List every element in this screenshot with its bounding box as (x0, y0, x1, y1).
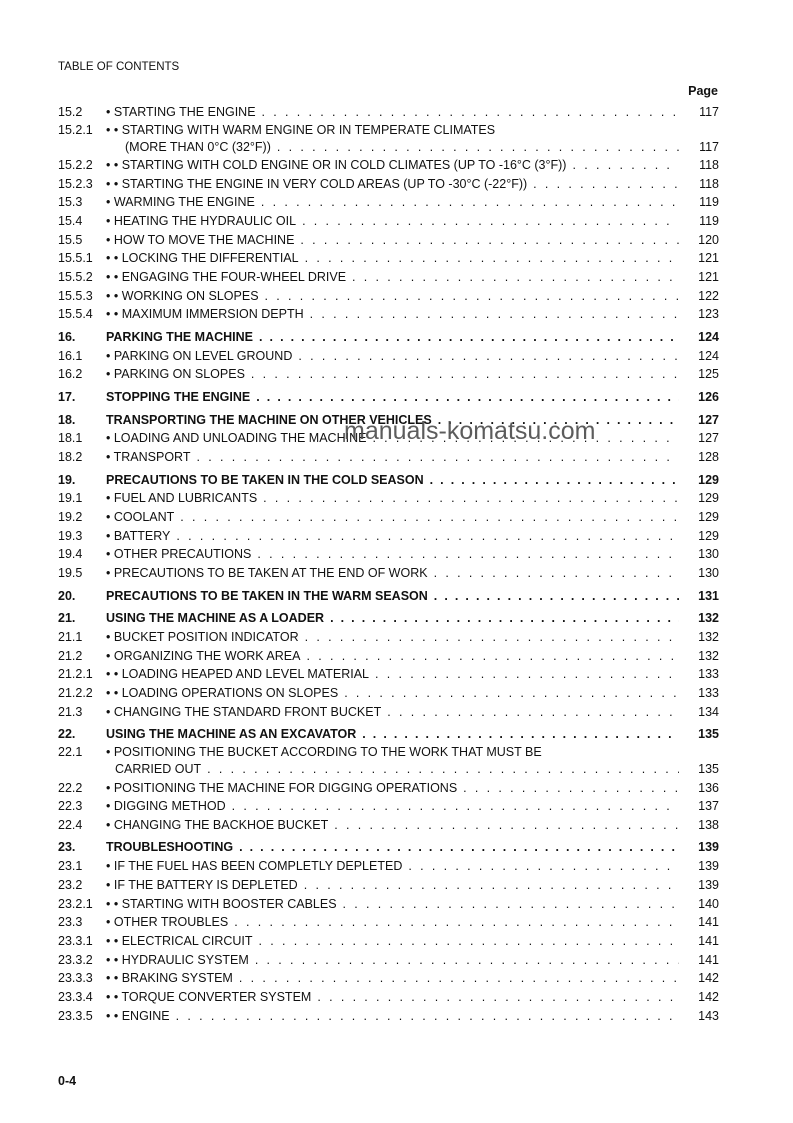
toc-entry-page: 143 (698, 1009, 719, 1023)
toc-entry-title-line (106, 686, 679, 701)
toc-entry-title: • CHANGING THE STANDARD FRONT BUCKET (106, 705, 382, 719)
toc-entry-page: 131 (698, 589, 719, 603)
toc-entry-number: 23.3.2 (58, 953, 93, 967)
toc-entry-title: • • STARTING WITH COLD ENGINE OR IN COLD CLIMATES (UP TO -16°C (3°F)) (106, 158, 567, 172)
dot-leader (572, 158, 679, 173)
toc-entry-number: 19.2 (58, 510, 83, 524)
toc-entry-title-line (106, 611, 679, 626)
toc-entry-page: 125 (698, 367, 719, 381)
dot-leader (263, 491, 679, 506)
toc-entry-number: 22.3 (58, 799, 83, 813)
toc-entry-number: 19.4 (58, 547, 83, 561)
toc-entry-title: • • STARTING WITH BOOSTER CABLES (106, 897, 337, 911)
toc-entry-number: 15.4 (58, 214, 83, 228)
toc-entry-title: • • ELECTRICAL CIRCUIT (106, 934, 253, 948)
toc-entry-number: 22.4 (58, 818, 83, 832)
toc-entry-title-line (106, 705, 679, 720)
toc-entry-title-line (106, 547, 679, 562)
toc-entry-page: 139 (698, 878, 719, 892)
toc-entry-title: • • BRAKING SYSTEM (106, 971, 233, 985)
toc-entry-title: • • WORKING ON SLOPES (106, 289, 259, 303)
toc-entry-page: 138 (698, 818, 719, 832)
toc-entry-page: 127 (698, 413, 719, 427)
toc-entry-title-line (106, 649, 679, 664)
page-number: 0-4 (58, 1074, 77, 1088)
toc-entry-title-line (115, 762, 679, 777)
toc-entry-title-line (106, 105, 679, 120)
toc-entry-page: 120 (698, 233, 719, 247)
toc-entry-number: 15.2.3 (58, 177, 93, 191)
toc-entry-title-line (106, 233, 679, 248)
toc-entry-title: PARKING THE MACHINE (106, 330, 253, 344)
dot-leader (334, 818, 679, 833)
toc-entry-title: • • STARTING THE ENGINE IN VERY COLD AREAS (UP TO -30°C (-22°F)) (106, 177, 528, 191)
dot-leader (533, 177, 679, 192)
toc-entry-title-line (106, 195, 679, 210)
toc-entry-number: 22.1 (58, 745, 83, 759)
toc-entry-title: • OTHER PRECAUTIONS (106, 547, 252, 561)
toc-entry-page: 127 (698, 431, 719, 445)
toc-entry-number: 18.1 (58, 431, 83, 445)
toc-entry-number: 23.3 (58, 915, 83, 929)
toc-entry-title: • BUCKET POSITION INDICATOR (106, 630, 299, 644)
toc-entry-title-line (106, 878, 679, 893)
toc-entry-title-line (106, 450, 679, 465)
toc-entry-page: 124 (698, 349, 719, 363)
toc-entry-page: 133 (698, 686, 719, 700)
toc-entry-number: 22. (58, 727, 76, 741)
dot-leader (232, 799, 679, 814)
toc-entry-number: 15.5.2 (58, 270, 93, 284)
toc-entry-number: 23.2.1 (58, 897, 93, 911)
toc-entry-title: CARRIED OUT (115, 762, 202, 776)
toc-entry-number: 15.5.4 (58, 307, 93, 321)
dot-leader (430, 473, 679, 488)
dot-leader (180, 510, 679, 525)
toc-entry-number: 21.2.2 (58, 686, 93, 700)
toc-entry-number: 23.2 (58, 878, 83, 892)
toc-entry-title: • STARTING THE ENGINE (106, 105, 256, 119)
toc-entry-number: 20. (58, 589, 76, 603)
toc-entry-title-line (106, 491, 679, 506)
toc-entry-page: 142 (698, 971, 719, 985)
dot-leader (434, 589, 679, 604)
toc-entry-title: STOPPING THE ENGINE (106, 390, 251, 404)
toc-entry-number: 23.1 (58, 859, 83, 873)
toc-entry-number: 16.1 (58, 349, 83, 363)
toc-entry-title: • IF THE BATTERY IS DEPLETED (106, 878, 298, 892)
toc-entry-title: PRECAUTIONS TO BE TAKEN IN THE COLD SEASON (106, 473, 424, 487)
toc-entry-title: • • TORQUE CONVERTER SYSTEM (106, 990, 312, 1004)
toc-entry-page: 139 (698, 840, 719, 854)
dot-leader (265, 289, 679, 304)
toc-entry-title-line (106, 1009, 679, 1024)
dot-leader (304, 878, 679, 893)
toc-entry-title-line (106, 630, 679, 645)
toc-entry-number: 19. (58, 473, 76, 487)
toc-entry-title-line (106, 990, 679, 1005)
toc-entry-title: • HOW TO MOVE THE MACHINE (106, 233, 295, 247)
toc-entry-page: 124 (698, 330, 719, 344)
toc-entry-number: 15.5.1 (58, 251, 93, 265)
toc-entry-title: USING THE MACHINE AS A LOADER (106, 611, 325, 625)
toc-entry-number: 16.2 (58, 367, 83, 381)
dot-leader (251, 367, 679, 382)
toc-entry-page: 119 (699, 214, 719, 228)
toc-entry-title-line (106, 330, 679, 345)
toc-entry-title-line (106, 307, 679, 322)
toc-entry-page: 118 (699, 158, 719, 172)
toc-entry-title-line (106, 349, 679, 364)
toc-entry-number: 19.5 (58, 566, 83, 580)
toc-entry-number: 23.3.1 (58, 934, 93, 948)
toc-entry-title-line (106, 529, 679, 544)
toc-entry-page: 121 (698, 251, 719, 265)
toc-entry-title-line (106, 799, 679, 814)
toc-entry-title: • ORGANIZING THE WORK AREA (106, 649, 301, 663)
toc-entry-title: • CHANGING THE BACKHOE BUCKET (106, 818, 329, 832)
toc-entry-title-first-line: • POSITIONING THE BUCKET ACCORDING TO THE WORK THAT MUST BE (106, 745, 542, 759)
toc-entry-title: • • LOADING OPERATIONS ON SLOPES (106, 686, 339, 700)
toc-entry-page: 140 (698, 897, 719, 911)
toc-entry-title-line (106, 818, 679, 833)
toc-entry-number: 19.1 (58, 491, 83, 505)
toc-entry-title-line (106, 971, 679, 986)
dot-leader (463, 781, 679, 796)
dot-leader (239, 971, 679, 986)
toc-entry-title-line (106, 367, 679, 382)
toc-entry-title: • HEATING THE HYDRAULIC OIL (106, 214, 297, 228)
toc-entry-page: 134 (698, 705, 719, 719)
toc-entry-title: • PARKING ON LEVEL GROUND (106, 349, 293, 363)
dot-leader (434, 566, 679, 581)
toc-entry-title-line (106, 589, 679, 604)
toc-entry-page: 139 (698, 859, 719, 873)
dot-leader (259, 330, 679, 345)
toc-entry-title: (MORE THAN 0°C (32°F)) (125, 140, 271, 154)
dot-leader (277, 140, 679, 155)
dot-leader (305, 630, 679, 645)
toc-entry-title-line (106, 566, 679, 581)
toc-entry-title-line (106, 289, 679, 304)
toc-entry-number: 23.3.5 (58, 1009, 93, 1023)
toc-entry-number: 21.2.1 (58, 667, 93, 681)
toc-entry-number: 18.2 (58, 450, 83, 464)
toc-entry-number: 19.3 (58, 529, 83, 543)
toc-entry-title: • • ENGAGING THE FOUR-WHEEL DRIVE (106, 270, 347, 284)
toc-entry-page: 130 (698, 547, 719, 561)
toc-entry-page: 132 (698, 630, 719, 644)
toc-entry-number: 23.3.3 (58, 971, 93, 985)
toc-entry-page: 141 (698, 934, 719, 948)
dot-leader (239, 840, 679, 855)
dot-leader (255, 953, 679, 968)
toc-entry-page: 130 (698, 566, 719, 580)
toc-entry-title: • • MAXIMUM IMMERSION DEPTH (106, 307, 304, 321)
dot-leader (257, 547, 679, 562)
toc-entry-title: • COOLANT (106, 510, 175, 524)
dot-leader (343, 897, 679, 912)
dot-leader (306, 649, 679, 664)
toc-entry-title: TRANSPORTING THE MACHINE ON OTHER VEHICLES (106, 413, 432, 427)
toc-entry-page: 141 (698, 953, 719, 967)
toc-entry-page: 141 (698, 915, 719, 929)
dot-leader (300, 233, 679, 248)
toc-entry-number: 21.2 (58, 649, 83, 663)
toc-entry-page: 132 (698, 649, 719, 663)
toc-entry-page: 129 (698, 529, 719, 543)
toc-entry-page: 123 (698, 307, 719, 321)
toc-entry-title-line (106, 473, 679, 488)
toc-entry-title-line (106, 781, 679, 796)
dot-leader (408, 859, 679, 874)
toc-entry-page: 128 (698, 450, 719, 464)
toc-entry-title: • IF THE FUEL HAS BEEN COMPLETLY DEPLETED (106, 859, 403, 873)
toc-entry-page: 118 (699, 177, 719, 191)
toc-entry-title: TROUBLESHOOTING (106, 840, 234, 854)
toc-entry-title-line (106, 667, 679, 682)
toc-entry-title-line (106, 840, 679, 855)
toc-entry-number: 17. (58, 390, 76, 404)
dot-leader (310, 307, 679, 322)
toc-entry-number: 15.5.3 (58, 289, 93, 303)
toc-entry-title-first-line: • • STARTING WITH WARM ENGINE OR IN TEMPERATE CLIMATES (106, 123, 496, 137)
toc-entry-number: 15.2 (58, 105, 83, 119)
dot-leader (305, 251, 679, 266)
toc-entry-title-line (106, 859, 679, 874)
toc-entry-page: 122 (698, 289, 719, 303)
toc-entry-number: 16. (58, 330, 76, 344)
toc-entry-page: 133 (698, 667, 719, 681)
toc-entry-title-line (125, 140, 679, 155)
toc-entry-title: • WARMING THE ENGINE (106, 195, 255, 209)
toc-entry-page: 129 (698, 491, 719, 505)
toc-entry-page: 136 (698, 781, 719, 795)
toc-entry-page: 126 (698, 390, 719, 404)
toc-entry-number: 18. (58, 413, 76, 427)
toc-entry-page: 135 (698, 762, 719, 776)
dot-leader (352, 270, 679, 285)
toc-entry-number: 15.5 (58, 233, 83, 247)
toc-entry-title: • DIGGING METHOD (106, 799, 226, 813)
toc-entry-number: 21. (58, 611, 76, 625)
dot-leader (261, 195, 679, 210)
dot-leader (197, 450, 680, 465)
toc-entry-title: PRECAUTIONS TO BE TAKEN IN THE WARM SEASON (106, 589, 428, 603)
toc-entry-title-line (106, 177, 679, 192)
toc-entry-title-line (106, 727, 679, 742)
dot-leader (176, 1009, 679, 1024)
watermark: manuals-komatsu.com (344, 417, 596, 445)
dot-leader (375, 667, 679, 682)
toc-entry-title: • • HYDRAULIC SYSTEM (106, 953, 249, 967)
toc-entry-title: • LOADING AND UNLOADING THE MACHINE (106, 431, 367, 445)
toc-entry-number: 21.1 (58, 630, 83, 644)
toc-entry-page: 117 (699, 105, 719, 119)
toc-entry-page: 121 (698, 270, 719, 284)
dot-leader (317, 990, 679, 1005)
toc-entry-title: • FUEL AND LUBRICANTS (106, 491, 258, 505)
toc-entry-title: • BATTERY (106, 529, 171, 543)
dot-leader (259, 934, 679, 949)
toc-entry-number: 21.3 (58, 705, 83, 719)
dot-leader (387, 705, 679, 720)
dot-leader (256, 390, 679, 405)
toc-entry-title: • • ENGINE (106, 1009, 170, 1023)
running-header: TABLE OF CONTENTS (58, 61, 180, 73)
dot-leader (302, 214, 679, 229)
toc-entry-title: • OTHER TROUBLES (106, 915, 229, 929)
dot-leader (330, 611, 679, 626)
toc-entry-title: • PARKING ON SLOPES (106, 367, 245, 381)
toc-entry-page: 119 (699, 195, 719, 209)
toc-entry-page: 137 (698, 799, 719, 813)
toc-entry-title-line (106, 510, 679, 525)
dot-leader (207, 762, 679, 777)
toc-entry-title-line (106, 251, 679, 266)
dot-leader (344, 686, 679, 701)
toc-entry-title: • PRECAUTIONS TO BE TAKEN AT THE END OF WORK (106, 566, 428, 580)
toc-entry-title: • POSITIONING THE MACHINE FOR DIGGING OPERATIONS (106, 781, 458, 795)
dot-leader (362, 727, 679, 742)
toc-entry-title: • TRANSPORT (106, 450, 191, 464)
toc-entry-page: 142 (698, 990, 719, 1004)
toc-entry-title-line (106, 953, 679, 968)
toc-entry-title-line (106, 214, 679, 229)
toc-entry-number: 15.3 (58, 195, 83, 209)
toc-entry-page: 132 (698, 611, 719, 625)
toc-entry-title: USING THE MACHINE AS AN EXCAVATOR (106, 727, 357, 741)
toc-entry-page: 135 (698, 727, 719, 741)
toc-entry-number: 23. (58, 840, 76, 854)
toc-entry-number: 23.3.4 (58, 990, 93, 1004)
toc-entry-page: 117 (699, 140, 719, 154)
toc-entry-title-line (106, 897, 679, 912)
toc-entry-page: 129 (698, 510, 719, 524)
toc-entry-title-line (106, 390, 679, 405)
toc-entry-title-line (106, 915, 679, 930)
toc-entry-title-line (106, 270, 679, 285)
toc-entry-title: • • LOADING HEAPED AND LEVEL MATERIAL (106, 667, 369, 681)
toc-entry-title: • • LOCKING THE DIFFERENTIAL (106, 251, 299, 265)
dot-leader (176, 529, 679, 544)
dot-leader (298, 349, 679, 364)
toc-entry-title-line (106, 934, 679, 949)
dot-leader (262, 105, 679, 120)
toc-entry-number: 22.2 (58, 781, 83, 795)
toc-entry-number: 15.2.1 (58, 123, 93, 137)
toc-entry-number: 15.2.2 (58, 158, 93, 172)
toc-entry-page: 129 (698, 473, 719, 487)
dot-leader (234, 915, 679, 930)
page-column-label: Page (688, 84, 718, 98)
toc-entry-title-line (106, 158, 679, 173)
